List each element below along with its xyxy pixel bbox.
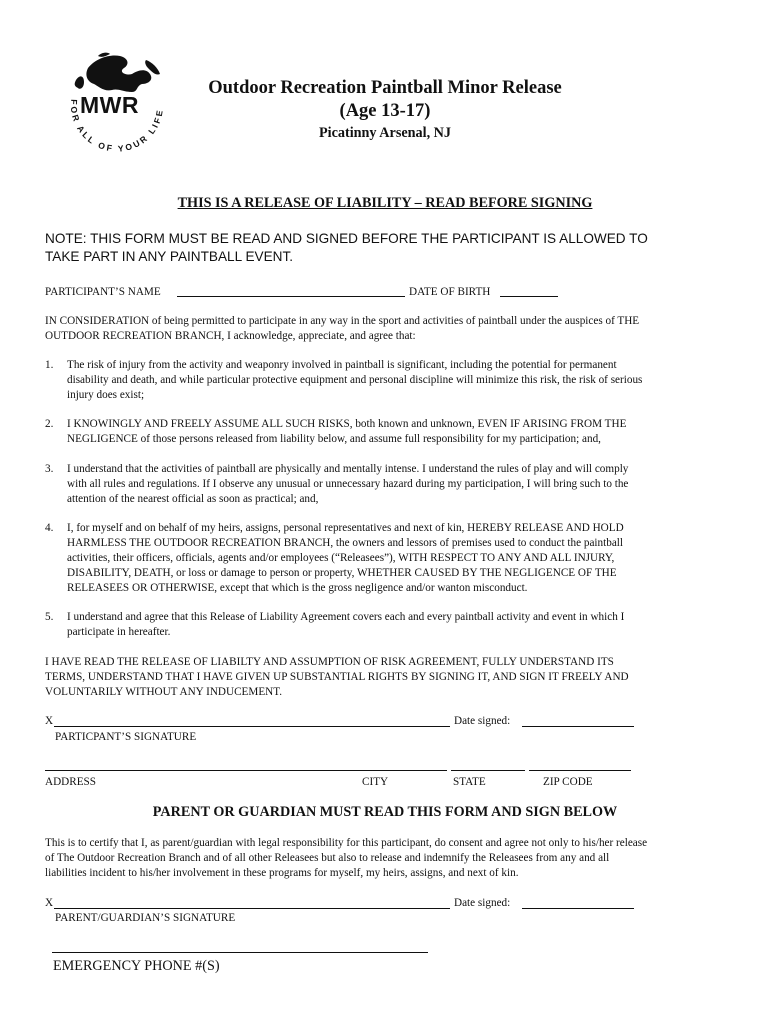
state-label: STATE <box>453 776 486 788</box>
date-of-birth-field[interactable] <box>500 296 558 297</box>
participant-date-signed-label: Date signed: <box>454 715 511 727</box>
signature-x-mark: X <box>45 897 54 909</box>
logo-text: MWR <box>80 92 139 118</box>
acknowledgement-line-3: VOLUNTARILY WITHOUT ANY INDUCEMENT. <box>45 686 283 698</box>
certify-line-1: This is to certify that I, as parent/guardian with legal responsibility for this participant, do consent and agree not only to his/her release <box>45 837 648 849</box>
certify-line-2: of The Outdoor Recreation Branch and of all other Releasees but also to release and indemnify the Releasees from any and all <box>45 852 610 864</box>
guardian-date-signed-field[interactable] <box>522 908 634 909</box>
item-3-line: with all rules and regulations. If I observe any unusual or unnecessary hazard during my participation, I will bring such to the <box>67 478 629 490</box>
form-location: Picatinny Arsenal, NJ <box>318 125 452 141</box>
item-2-line: NEGLIGENCE of those persons released from liability below, and assume full responsibility for my participation; and, <box>67 433 601 445</box>
item-3-line: I understand that the activities of paintball are physically and mentally intense. I understand the rules of play and will comply <box>67 463 629 475</box>
item-4-line: DISABILITY, DEATH, or loss or damage to person or property, WHETHER CAUSED BY THE NEGLIGENCE OF THE <box>67 567 617 579</box>
item-number: 4. <box>45 522 54 534</box>
item-5-line: participate in hereafter. <box>67 626 171 638</box>
item-4-line: activities, their officers, officials, agents and/or employees (“Releasees”), WITH RESPECT TO ANY AND ALL INJURY, <box>67 552 615 564</box>
guardian-signature-field[interactable] <box>54 908 450 909</box>
city-label: CITY <box>362 776 389 788</box>
item-4-line: RELEASEES OR OTHERWISE, except that which is the gross negligence and/or wanton misconduct. <box>67 582 528 594</box>
item-3-line: attention of the nearest official as soon as practical; and, <box>67 493 319 505</box>
zip-code-field[interactable] <box>529 770 631 771</box>
guardian-signature-label: PARENT/GUARDIAN’S SIGNATURE <box>55 912 236 924</box>
item-number: 1. <box>45 359 54 371</box>
address-label: ADDRESS <box>45 776 96 788</box>
item-2-line: I KNOWINGLY AND FREELY ASSUME ALL SUCH RISKS, both known and unknown, EVEN IF ARISING FROM THE <box>67 418 627 430</box>
item-1-line: disability and death, and while particular protective equipment and personal discipline will minimize this risk, the risk of serious <box>67 374 643 386</box>
note-line-1: NOTE: THIS FORM MUST BE READ AND SIGNED BEFORE THE PARTICIPANT IS ALLOWED TO <box>45 231 648 246</box>
guardian-date-signed-label: Date signed: <box>454 897 511 909</box>
emergency-phone-field[interactable] <box>52 952 428 953</box>
item-number: 2. <box>45 418 54 430</box>
note-line-2: TAKE PART IN ANY PAINTBALL EVENT. <box>45 249 294 264</box>
date-of-birth-label: DATE OF BIRTH <box>409 286 491 298</box>
guardian-heading: PARENT OR GUARDIAN MUST READ THIS FORM AND SIGN BELOW <box>152 804 618 820</box>
participant-name-label: PARTICIPANT’S NAME <box>45 286 161 298</box>
signature-x-mark: X <box>45 715 54 727</box>
item-4-line: I, for myself and on behalf of my heirs, assigns, personal representatives and next of kin, HEREBY RELEASE AND HOLD <box>67 522 624 534</box>
certify-line-3: liabilities incident to his/her involvement in these programs for myself, my heirs, assigns, and next of kin. <box>45 867 519 879</box>
item-1-line: injury does exist; <box>67 389 145 401</box>
acknowledgement-line-1: I HAVE READ THE RELEASE OF LIABILTY AND ASSUMPTION OF RISK AGREEMENT, FULLY UNDERSTAND ITS <box>45 656 614 668</box>
svg-text:FOR ALL OF YOUR LIFE: FOR ALL OF YOUR LIFE <box>68 99 166 154</box>
form-subtitle: (Age 13-17) <box>339 101 431 121</box>
zip-code-label: ZIP CODE <box>543 776 593 788</box>
emergency-phone-label: EMERGENCY PHONE #(S) <box>53 958 220 974</box>
form-title: Outdoor Recreation Paintball Minor Release <box>208 78 562 98</box>
participant-name-field[interactable] <box>177 296 405 297</box>
consideration-line-2: OUTDOOR RECREATION BRANCH, I acknowledge, appreciate, and agree that: <box>45 330 416 342</box>
item-5-line: I understand and agree that this Release of Liability Agreement covers each and every paintball activity and event in which I <box>67 611 625 623</box>
item-number: 5. <box>45 611 54 623</box>
state-field[interactable] <box>451 770 525 771</box>
item-number: 3. <box>45 463 54 475</box>
participant-signature-label: PARTICPANT’S SIGNATURE <box>55 731 197 743</box>
participant-date-signed-field[interactable] <box>522 726 634 727</box>
consideration-line-1: IN CONSIDERATION of being permitted to participate in any way in the sport and activities of paintball under the auspices of THE <box>45 315 640 327</box>
item-4-line: HARMLESS THE OUTDOOR RECREATION BRANCH, the owners and lessors of premises used to conduct the paintball <box>67 537 624 549</box>
participant-signature-field[interactable] <box>54 726 450 727</box>
release-heading: THIS IS A RELEASE OF LIABILITY – READ BEFORE SIGNING <box>177 195 593 211</box>
acknowledgement-line-2: TERMS, UNDERSTAND THAT I HAVE GIVEN UP SUBSTANTIAL RIGHTS BY SIGNING IT, AND SIGN IT FREELY AND <box>45 671 629 683</box>
item-1-line: The risk of injury from the activity and weaponry involved in paintball is significant, including the potential for permanent <box>67 359 617 371</box>
address-field[interactable] <box>45 770 447 771</box>
